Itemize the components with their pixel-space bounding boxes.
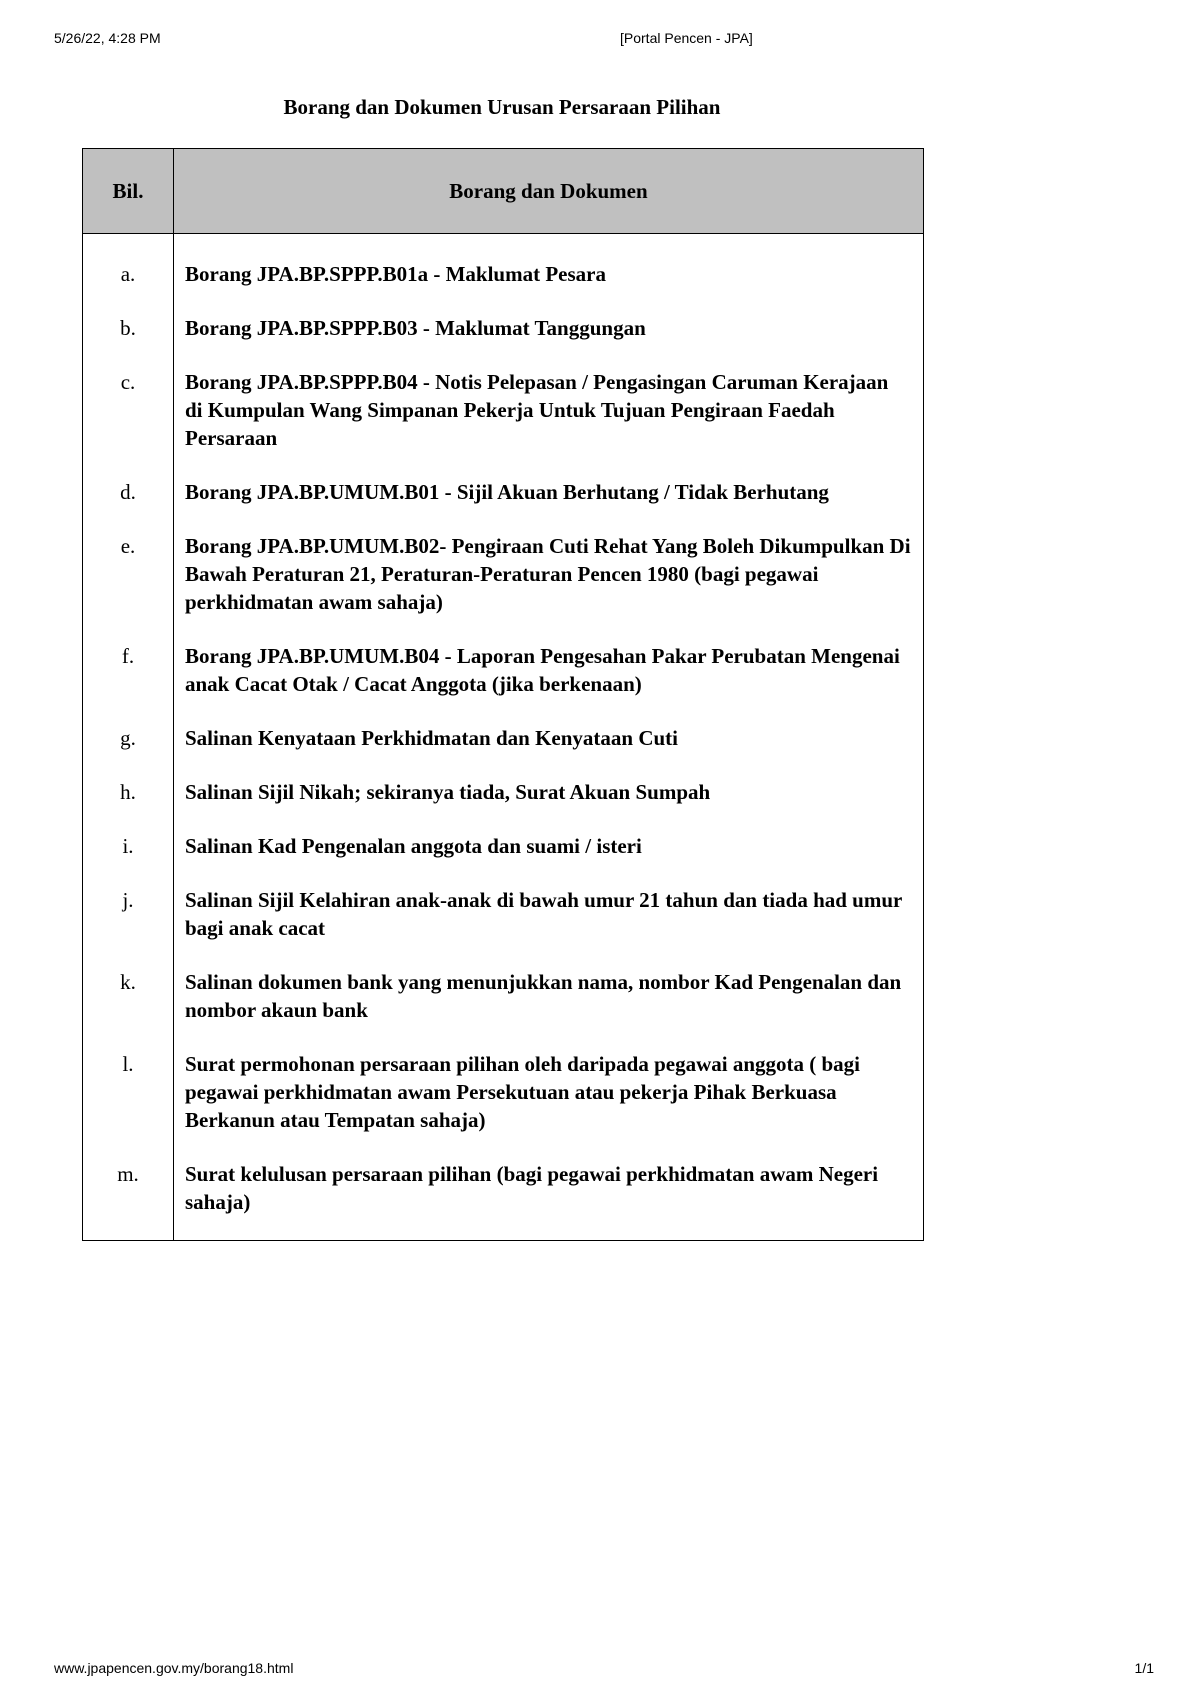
table-row (83, 778, 924, 832)
table-row (83, 368, 924, 478)
table-body (83, 234, 924, 1241)
row-bil: i. (83, 832, 174, 886)
row-bil: a. (83, 234, 174, 315)
table-row (83, 968, 924, 1050)
row-bil: e. (83, 532, 174, 642)
table-row (83, 1050, 924, 1160)
print-footer (54, 1660, 1154, 1680)
row-bil: k. (83, 968, 174, 1050)
row-bil: m. (83, 1160, 174, 1241)
row-document: Surat kelulusan persaraan pilihan (bagi pegawai perkhidmatan awam Negeri sahaja) (174, 1160, 924, 1241)
document-title: Borang dan Dokumen Urusan Persaraan Pilihan (283, 95, 721, 119)
row-bil: f. (83, 642, 174, 724)
row-bil: c. (83, 368, 174, 478)
print-url: www.jpapencen.gov.my/borang18.html (54, 1660, 294, 1676)
table-row (83, 532, 924, 642)
table-row (83, 886, 924, 968)
row-bil: d. (83, 478, 174, 532)
documents-table (82, 148, 924, 1241)
print-header (54, 30, 1154, 50)
row-document: Borang JPA.BP.UMUM.B02- Pengiraan Cuti Rehat Yang Boleh Dikumpulkan Di Bawah Peraturan 21, Peraturan-Peraturan Pencen 1980 (bagi pegawai perkhidmatan awam sahaja) (174, 532, 924, 642)
table-row (83, 1160, 924, 1241)
row-bil: g. (83, 724, 174, 778)
print-page-title: [Portal Pencen - JPA] (620, 30, 753, 46)
row-document: Salinan dokumen bank yang menunjukkan nama, nombor Kad Pengenalan dan nombor akaun bank (174, 968, 924, 1050)
row-document: Salinan Sijil Nikah; sekiranya tiada, Surat Akuan Sumpah (174, 778, 924, 832)
row-document: Salinan Sijil Kelahiran anak-anak di bawah umur 21 tahun dan tiada had umur bagi anak cacat (174, 886, 924, 968)
header-borang-dokumen: Borang dan Dokumen (174, 149, 924, 234)
header-bil: Bil. (83, 149, 174, 234)
table-row (83, 832, 924, 886)
table-header-row (83, 149, 924, 234)
row-bil: b. (83, 314, 174, 368)
row-document: Surat permohonan persaraan pilihan oleh daripada pegawai anggota ( bagi pegawai perkhidmatan awam Persekutuan atau pekerja Pihak Berkuasa Berkanun atau Tempatan sahaja) (174, 1050, 924, 1160)
row-document: Salinan Kenyataan Perkhidmatan dan Kenyataan Cuti (174, 724, 924, 778)
print-datetime: 5/26/22, 4:28 PM (54, 30, 161, 46)
table-row (83, 314, 924, 368)
row-document: Borang JPA.BP.UMUM.B04 - Laporan Pengesahan Pakar Perubatan Mengenai anak Cacat Otak / Cacat Anggota (jika berkenaan) (174, 642, 924, 724)
row-document: Salinan Kad Pengenalan anggota dan suami / isteri (174, 832, 924, 886)
table-row (83, 724, 924, 778)
print-page-number: 1/1 (1134, 1660, 1154, 1676)
row-document: Borang JPA.BP.UMUM.B01 - Sijil Akuan Berhutang / Tidak Berhutang (174, 478, 924, 532)
table-row (83, 478, 924, 532)
row-document: Borang JPA.BP.SPPP.B03 - Maklumat Tanggungan (174, 314, 924, 368)
row-bil: j. (83, 886, 174, 968)
table-row (83, 234, 924, 315)
row-document: Borang JPA.BP.SPPP.B01a - Maklumat Pesara (174, 234, 924, 315)
row-bil: l. (83, 1050, 174, 1160)
table-row (83, 642, 924, 724)
row-bil: h. (83, 778, 174, 832)
row-document: Borang JPA.BP.SPPP.B04 - Notis Pelepasan / Pengasingan Caruman Kerajaan di Kumpulan Wang Simpanan Pekerja Untuk Tujuan Pengiraan Faedah Persaraan (174, 368, 924, 478)
